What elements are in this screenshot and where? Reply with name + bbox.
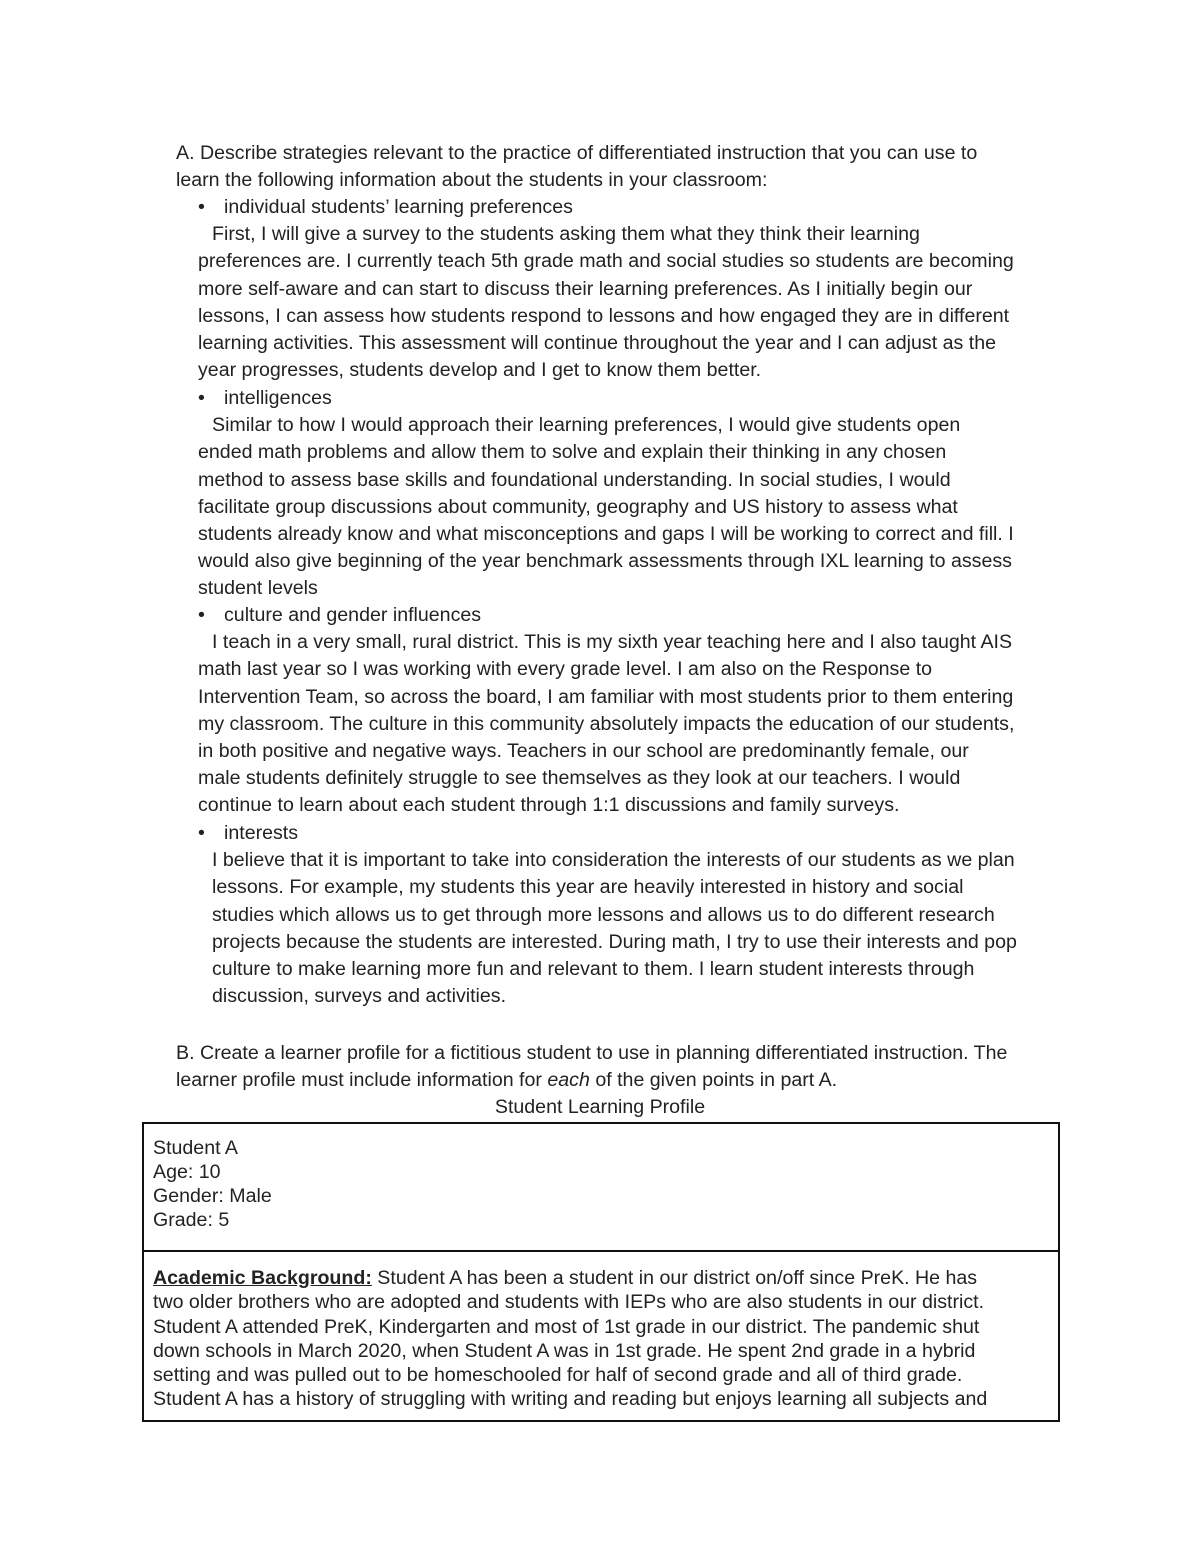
- answer-line: lessons, I can assess how students respond to lessons and how engaged they are in different: [198, 304, 1010, 327]
- question-b: [176, 1040, 1066, 1094]
- answer-paragraph: [198, 847, 1068, 1010]
- answer-line: I teach in a very small, rural district. This is my sixth year teaching here and I also taught AIS: [212, 631, 1013, 654]
- background-text: Student A has been a student in our district on/off since PreK. He has: [371, 1267, 978, 1289]
- question-b-emphasis: each: [547, 1069, 590, 1091]
- answer-line: more self-aware and can start to discuss their learning preferences. As I initially begin our: [198, 277, 973, 300]
- background-line: Student A has a history of struggling with writing and reading but enjoys learning all subjects and: [153, 1388, 988, 1411]
- student-gender: Gender: Male: [153, 1185, 272, 1207]
- answer-line: students already know and what misconceptions and gaps I will be working to correct and fill. I: [198, 523, 1014, 546]
- academic-background-cell: [144, 1252, 1058, 1420]
- student-info-cell: [144, 1124, 1058, 1252]
- bullet-icon: •: [198, 822, 205, 844]
- profile-title: Student Learning Profile: [494, 1096, 706, 1118]
- answer-line: facilitate group discussions about community, geography and US history to assess what: [198, 495, 958, 518]
- answer-line: Intervention Team, so across the board, I am familiar with most students prior to them entering: [198, 685, 1014, 708]
- question-b-text: learner profile must include information for: [176, 1069, 548, 1091]
- answer-line: in both positive and negative ways. Teachers in our school are predominantly female, our: [198, 740, 969, 763]
- answer-line: First, I will give a survey to the students asking them what they think their learning: [212, 223, 920, 246]
- answer-line: Similar to how I would approach their learning preferences, I would give students open: [212, 414, 961, 437]
- answer-line: preferences are. I currently teach 5th grade math and social studies so students are becoming: [198, 250, 1014, 273]
- section-culture-gender: [198, 602, 1068, 820]
- background-line: setting and was pulled out to be homeschooled for half of second grade and all of third grade.: [153, 1364, 963, 1387]
- learning-profile-table: [142, 1122, 1060, 1422]
- background-line: down schools in March 2020, when Student A was in 1st grade. He spent 2nd grade in a hybrid: [153, 1339, 976, 1362]
- section-interests: [198, 820, 1068, 1010]
- bullet-label: intelligences: [224, 387, 332, 409]
- question-b-line: B. Create a learner profile for a fictitious student to use in planning differentiated instruction. The: [176, 1042, 1008, 1064]
- student-grade: Grade: 5: [153, 1209, 230, 1231]
- answer-line: studies which allows us to get through more lessons and allows us to do different research: [212, 903, 995, 926]
- question-a-line: learn the following information about the students in your classroom:: [176, 169, 768, 191]
- answer-line: learning activities. This assessment will continue throughout the year and I can adjust as the: [198, 332, 996, 355]
- question-a: [176, 140, 1066, 194]
- bullet-icon: •: [198, 387, 205, 409]
- background-line: [153, 1266, 1049, 1290]
- bullet-label: culture and gender influences: [224, 604, 482, 626]
- answer-line: culture to make learning more fun and relevant to them. I learn student interests through: [212, 958, 975, 981]
- answer-line: method to assess base skills and foundational understanding. In social studies, I would: [198, 468, 951, 491]
- bullet-label: interests: [224, 822, 299, 844]
- bullet-item: [198, 385, 1068, 412]
- background-line: two older brothers who are adopted and students with IEPs who are also students in our district.: [153, 1291, 985, 1314]
- answer-line: ended math problems and allow them to solve and explain their thinking in any chosen: [198, 441, 947, 464]
- question-a-line: A. Describe strategies relevant to the practice of differentiated instruction that you can use to: [176, 142, 978, 164]
- question-b-text: of the given points in part A.: [589, 1069, 838, 1091]
- answer-line: continue to learn about each student through 1:1 discussions and family surveys.: [198, 794, 900, 817]
- question-b-line: [176, 1067, 1066, 1094]
- bullet-label: individual students’ learning preferences: [224, 196, 573, 218]
- bullet-item: [198, 194, 1068, 221]
- academic-background-label: Academic Background:: [153, 1267, 372, 1289]
- answer-line: projects because the students are interested. During math, I try to use their interests and pop: [212, 930, 1017, 953]
- bullet-icon: •: [198, 604, 205, 626]
- bullet-item: [198, 820, 1068, 847]
- section-learning-preferences: [198, 194, 1068, 384]
- bullet-icon: •: [198, 196, 205, 218]
- student-name: Student A: [153, 1137, 238, 1159]
- answer-line: discussion, surveys and activities.: [212, 985, 507, 1008]
- answer-line: math last year so I was working with every grade level. I am also on the Response to: [198, 658, 933, 681]
- section-intelligences: [198, 385, 1068, 603]
- answer-line: lessons. For example, my students this year are heavily interested in history and social: [212, 876, 964, 899]
- answer-line: male students definitely struggle to see themselves as they look at our teachers. I would: [198, 767, 961, 790]
- answer-line: I believe that it is important to take into consideration the interests of our students as we plan: [212, 849, 1015, 872]
- student-age: Age: 10: [153, 1161, 221, 1183]
- bullet-item: [198, 602, 1068, 629]
- answer-line: would also give beginning of the year benchmark assessments through IXL learning to assess: [198, 550, 1012, 573]
- answer-line: my classroom. The culture in this community absolutely impacts the education of our students,: [198, 712, 1015, 735]
- answer-line: year progresses, students develop and I get to know them better.: [198, 359, 762, 382]
- answer-line: student levels: [198, 577, 318, 600]
- background-line: Student A attended PreK, Kindergarten and most of 1st grade in our district. The pandemic shut: [153, 1315, 980, 1338]
